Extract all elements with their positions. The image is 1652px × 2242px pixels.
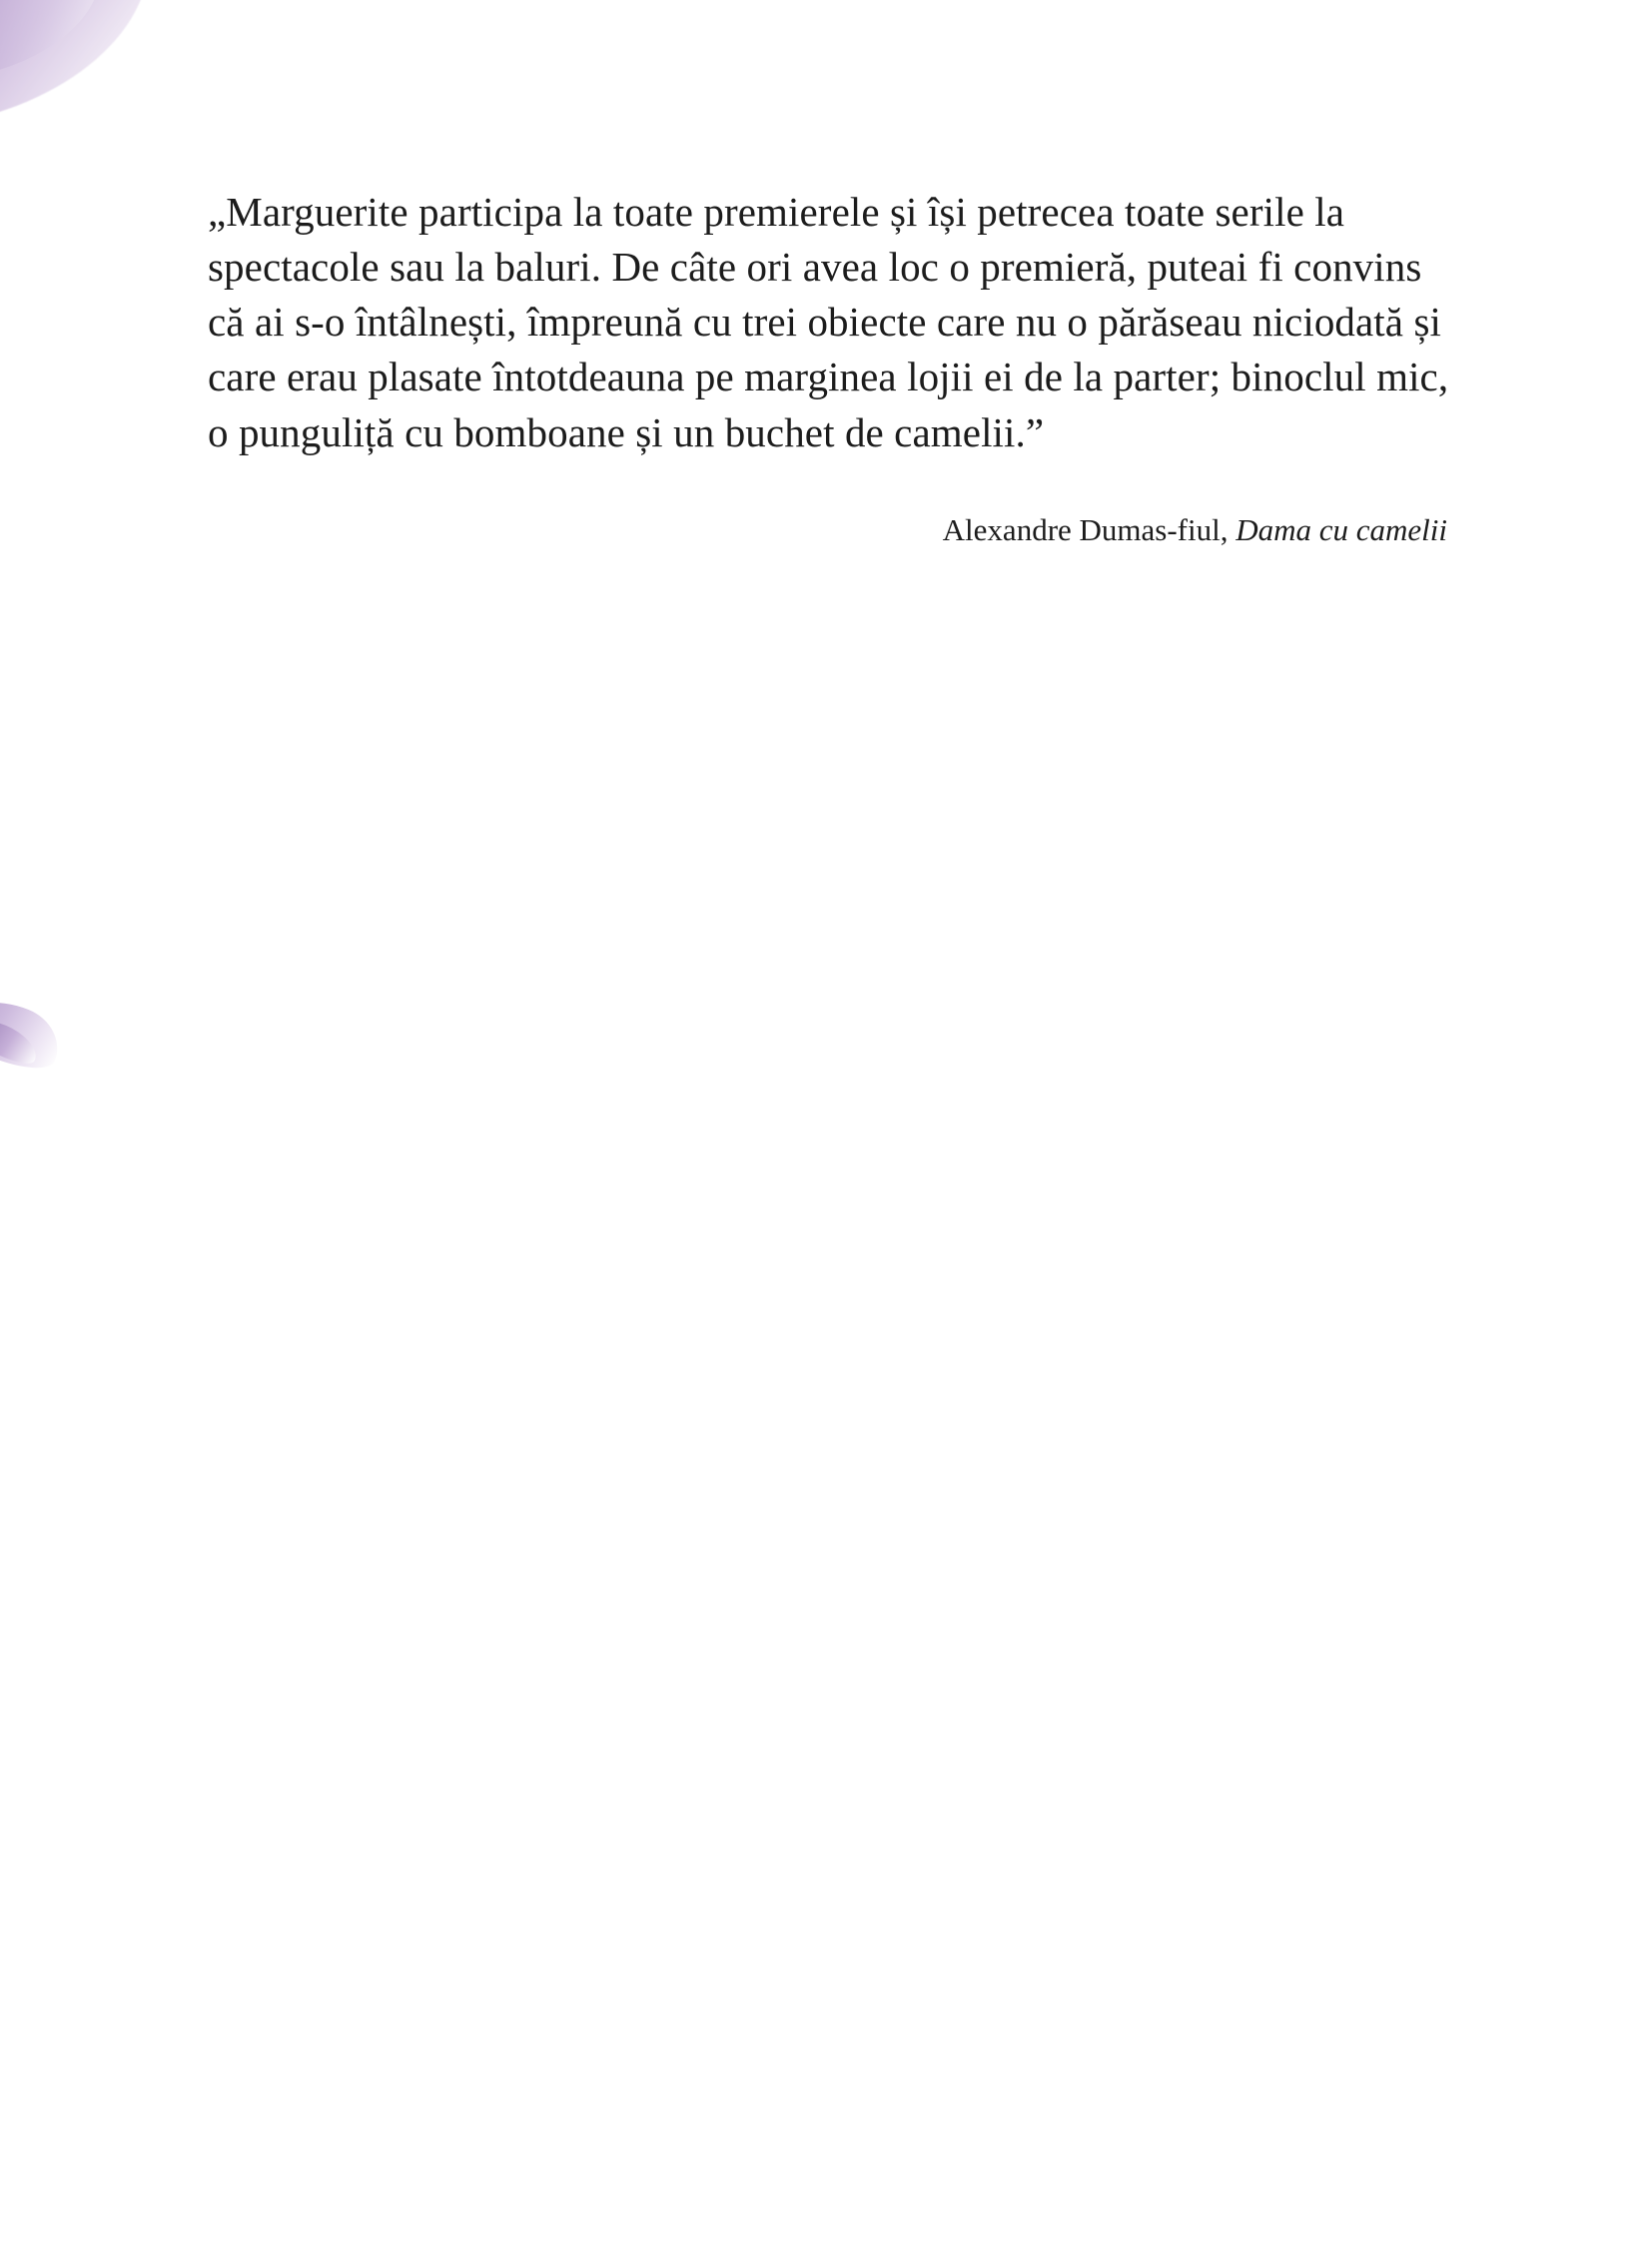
epigraph-quote: „Marguerite participa la toate premierele și își petrecea toate serile la spectacole sau la baluri. De câte ori avea loc o premieră, puteai fi convins că ai s-o întâlnești, împreună cu trei obiecte care nu o părăseau niciodată și care erau plasate întotdeauna pe marginea lojii ei de la parter; binoclul mic, o punguliță cu bomboane și un buchet de camelii.”	[208, 189, 1449, 455]
page-content	[208, 185, 1451, 550]
attribution-author: Alexandre Dumas-fiul,	[942, 511, 1229, 547]
quote-attribution	[208, 510, 1451, 550]
attribution-work-title: Dama cu camelii	[1236, 511, 1447, 547]
